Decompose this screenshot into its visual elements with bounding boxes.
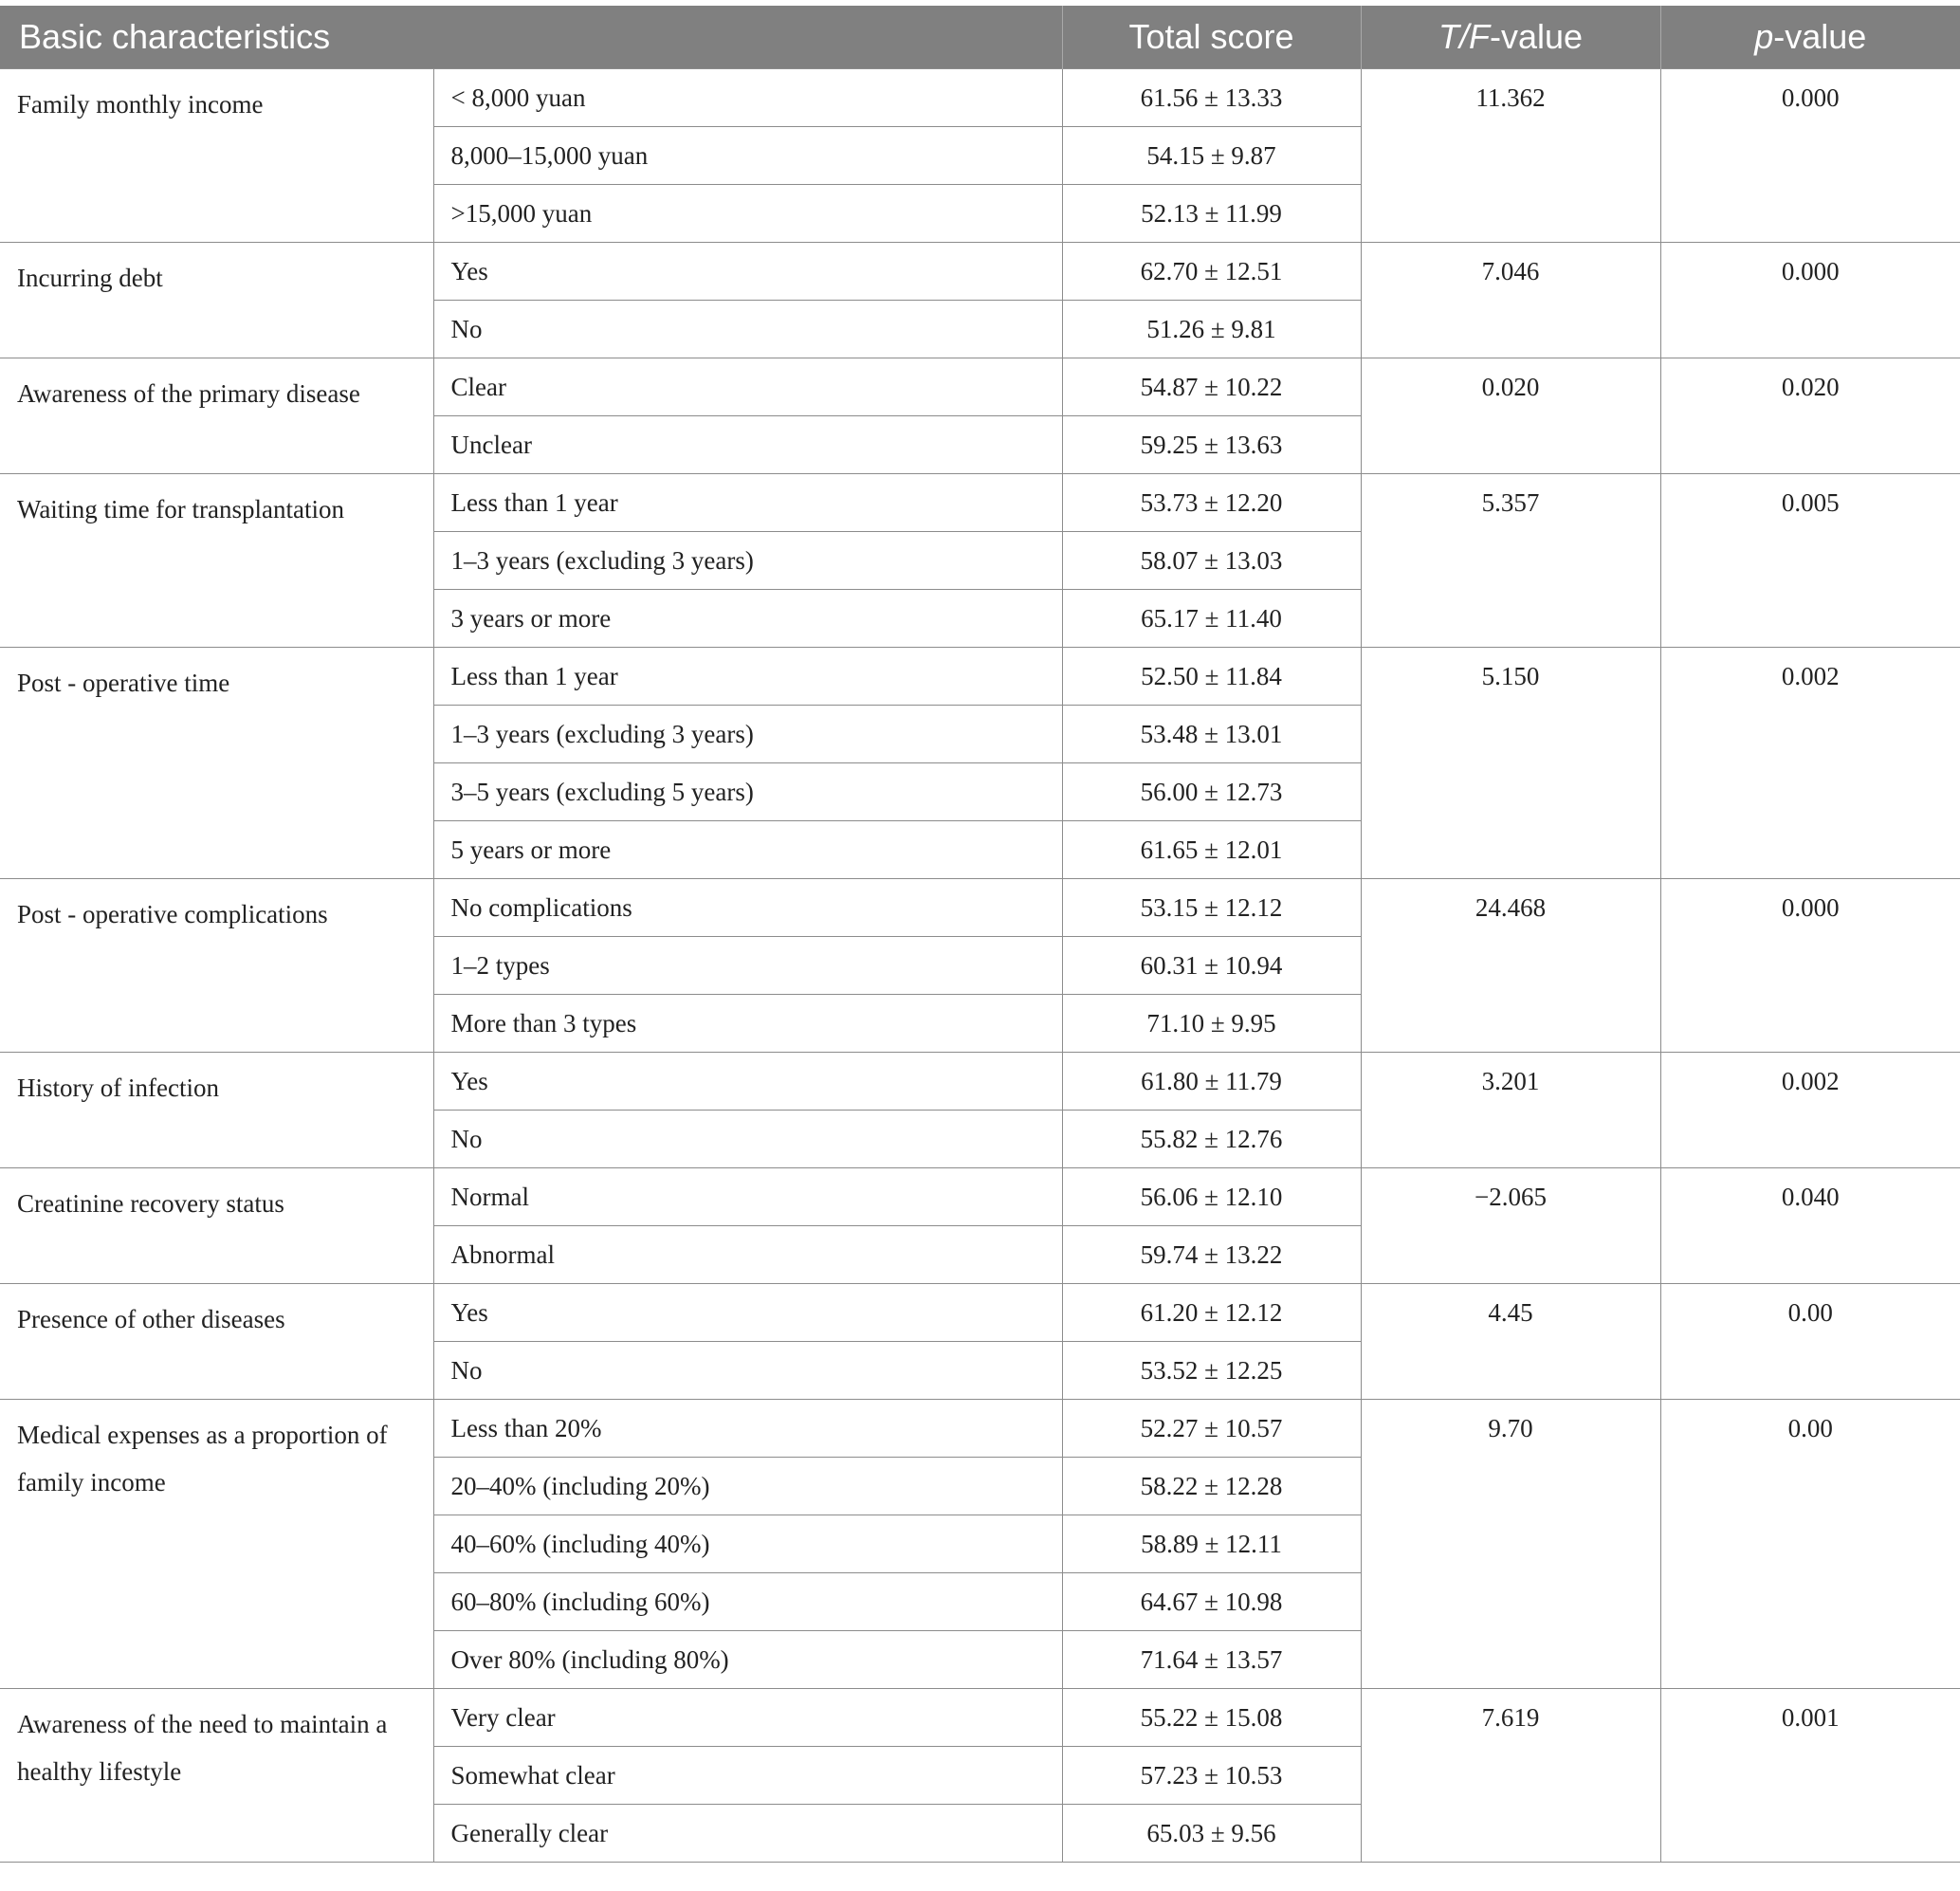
subgroup-cell: 3 years or more	[433, 590, 1062, 648]
tf-value-cell: 4.45	[1361, 1284, 1660, 1400]
total-score-cell: 59.25 ± 13.63	[1062, 416, 1361, 474]
table-row	[0, 648, 1960, 706]
header-basic-characteristics: Basic characteristics	[0, 6, 1062, 69]
table-row	[0, 879, 1960, 937]
category-cell: Awareness of the need to maintain a healthy lifestyle	[0, 1689, 433, 1863]
header-row	[0, 6, 1960, 69]
header-p-suffix: -value	[1773, 17, 1867, 56]
header-total-score: Total score	[1062, 6, 1361, 69]
total-score-cell: 65.03 ± 9.56	[1062, 1805, 1361, 1863]
tf-value-cell: 11.362	[1361, 69, 1660, 243]
subgroup-cell: Less than 1 year	[433, 648, 1062, 706]
table-row	[0, 69, 1960, 127]
results-table-container	[0, 6, 1960, 1863]
subgroup-cell: Somewhat clear	[433, 1747, 1062, 1805]
tf-value-cell: 7.619	[1361, 1689, 1660, 1863]
category-cell: Post - operative complications	[0, 879, 433, 1053]
total-score-cell: 71.64 ± 13.57	[1062, 1631, 1361, 1689]
total-score-cell: 53.15 ± 12.12	[1062, 879, 1361, 937]
table-row	[0, 1400, 1960, 1458]
subgroup-cell: >15,000 yuan	[433, 185, 1062, 243]
total-score-cell: 61.80 ± 11.79	[1062, 1053, 1361, 1111]
total-score-cell: 64.67 ± 10.98	[1062, 1573, 1361, 1631]
total-score-cell: 61.56 ± 13.33	[1062, 69, 1361, 127]
total-score-cell: 60.31 ± 10.94	[1062, 937, 1361, 995]
total-score-cell: 65.17 ± 11.40	[1062, 590, 1361, 648]
category-cell: Presence of other diseases	[0, 1284, 433, 1400]
subgroup-cell: No	[433, 1111, 1062, 1168]
total-score-cell: 61.65 ± 12.01	[1062, 821, 1361, 879]
p-value-cell: 0.00	[1660, 1284, 1960, 1400]
table-header	[0, 6, 1960, 69]
category-cell: History of infection	[0, 1053, 433, 1168]
category-cell: Waiting time for transplantation	[0, 474, 433, 648]
header-tf-suffix: -value	[1489, 17, 1584, 56]
p-value-cell: 0.040	[1660, 1168, 1960, 1284]
total-score-cell: 51.26 ± 9.81	[1062, 301, 1361, 358]
total-score-cell: 55.82 ± 12.76	[1062, 1111, 1361, 1168]
total-score-cell: 58.89 ± 12.11	[1062, 1515, 1361, 1573]
total-score-cell: 53.48 ± 13.01	[1062, 706, 1361, 763]
subgroup-cell: Less than 1 year	[433, 474, 1062, 532]
subgroup-cell: Unclear	[433, 416, 1062, 474]
table-row	[0, 243, 1960, 301]
results-table	[0, 6, 1960, 1863]
total-score-cell: 58.07 ± 13.03	[1062, 532, 1361, 590]
total-score-cell: 57.23 ± 10.53	[1062, 1747, 1361, 1805]
total-score-cell: 52.50 ± 11.84	[1062, 648, 1361, 706]
total-score-cell: 53.52 ± 12.25	[1062, 1342, 1361, 1400]
subgroup-cell: 5 years or more	[433, 821, 1062, 879]
total-score-cell: 54.15 ± 9.87	[1062, 127, 1361, 185]
category-cell: Post - operative time	[0, 648, 433, 879]
tf-value-cell: 24.468	[1361, 879, 1660, 1053]
subgroup-cell: Abnormal	[433, 1226, 1062, 1284]
total-score-cell: 52.27 ± 10.57	[1062, 1400, 1361, 1458]
total-score-cell: 71.10 ± 9.95	[1062, 995, 1361, 1053]
subgroup-cell: Normal	[433, 1168, 1062, 1226]
header-p-value	[1660, 6, 1960, 69]
category-cell: Creatinine recovery status	[0, 1168, 433, 1284]
table-row	[0, 1284, 1960, 1342]
subgroup-cell: Yes	[433, 243, 1062, 301]
total-score-cell: 58.22 ± 12.28	[1062, 1458, 1361, 1515]
table-row	[0, 1689, 1960, 1747]
subgroup-cell: 40–60% (including 40%)	[433, 1515, 1062, 1573]
p-value-cell: 0.000	[1660, 879, 1960, 1053]
category-cell: Incurring debt	[0, 243, 433, 358]
total-score-cell: 56.00 ± 12.73	[1062, 763, 1361, 821]
header-tf-italic: T/F	[1438, 17, 1490, 56]
subgroup-cell: Clear	[433, 358, 1062, 416]
subgroup-cell: Less than 20%	[433, 1400, 1062, 1458]
subgroup-cell: No	[433, 1342, 1062, 1400]
header-p-italic: p	[1754, 17, 1774, 56]
table-body	[0, 69, 1960, 1863]
p-value-cell: 0.020	[1660, 358, 1960, 474]
subgroup-cell: 20–40% (including 20%)	[433, 1458, 1062, 1515]
subgroup-cell: No complications	[433, 879, 1062, 937]
subgroup-cell: No	[433, 301, 1062, 358]
category-cell: Family monthly income	[0, 69, 433, 243]
subgroup-cell: 1–2 types	[433, 937, 1062, 995]
total-score-cell: 52.13 ± 11.99	[1062, 185, 1361, 243]
total-score-cell: 56.06 ± 12.10	[1062, 1168, 1361, 1226]
subgroup-cell: 1–3 years (excluding 3 years)	[433, 706, 1062, 763]
category-cell: Medical expenses as a proportion of family income	[0, 1400, 433, 1689]
table-row	[0, 1053, 1960, 1111]
subgroup-cell: 3–5 years (excluding 5 years)	[433, 763, 1062, 821]
p-value-cell: 0.005	[1660, 474, 1960, 648]
p-value-cell: 0.000	[1660, 243, 1960, 358]
subgroup-cell: 60–80% (including 60%)	[433, 1573, 1062, 1631]
subgroup-cell: < 8,000 yuan	[433, 69, 1062, 127]
table-row	[0, 474, 1960, 532]
tf-value-cell: 0.020	[1361, 358, 1660, 474]
total-score-cell: 53.73 ± 12.20	[1062, 474, 1361, 532]
subgroup-cell: 8,000–15,000 yuan	[433, 127, 1062, 185]
subgroup-cell: Yes	[433, 1284, 1062, 1342]
subgroup-cell: More than 3 types	[433, 995, 1062, 1053]
subgroup-cell: Over 80% (including 80%)	[433, 1631, 1062, 1689]
total-score-cell: 62.70 ± 12.51	[1062, 243, 1361, 301]
tf-value-cell: 3.201	[1361, 1053, 1660, 1168]
header-tf-value	[1361, 6, 1660, 69]
total-score-cell: 54.87 ± 10.22	[1062, 358, 1361, 416]
subgroup-cell: Generally clear	[433, 1805, 1062, 1863]
subgroup-cell: 1–3 years (excluding 3 years)	[433, 532, 1062, 590]
subgroup-cell: Yes	[433, 1053, 1062, 1111]
subgroup-cell: Very clear	[433, 1689, 1062, 1747]
p-value-cell: 0.000	[1660, 69, 1960, 243]
tf-value-cell: 5.150	[1361, 648, 1660, 879]
p-value-cell: 0.00	[1660, 1400, 1960, 1689]
total-score-cell: 55.22 ± 15.08	[1062, 1689, 1361, 1747]
category-cell: Awareness of the primary disease	[0, 358, 433, 474]
p-value-cell: 0.001	[1660, 1689, 1960, 1863]
table-row	[0, 358, 1960, 416]
total-score-cell: 61.20 ± 12.12	[1062, 1284, 1361, 1342]
p-value-cell: 0.002	[1660, 1053, 1960, 1168]
tf-value-cell: 5.357	[1361, 474, 1660, 648]
tf-value-cell: 9.70	[1361, 1400, 1660, 1689]
tf-value-cell: 7.046	[1361, 243, 1660, 358]
total-score-cell: 59.74 ± 13.22	[1062, 1226, 1361, 1284]
tf-value-cell: −2.065	[1361, 1168, 1660, 1284]
p-value-cell: 0.002	[1660, 648, 1960, 879]
table-row	[0, 1168, 1960, 1226]
